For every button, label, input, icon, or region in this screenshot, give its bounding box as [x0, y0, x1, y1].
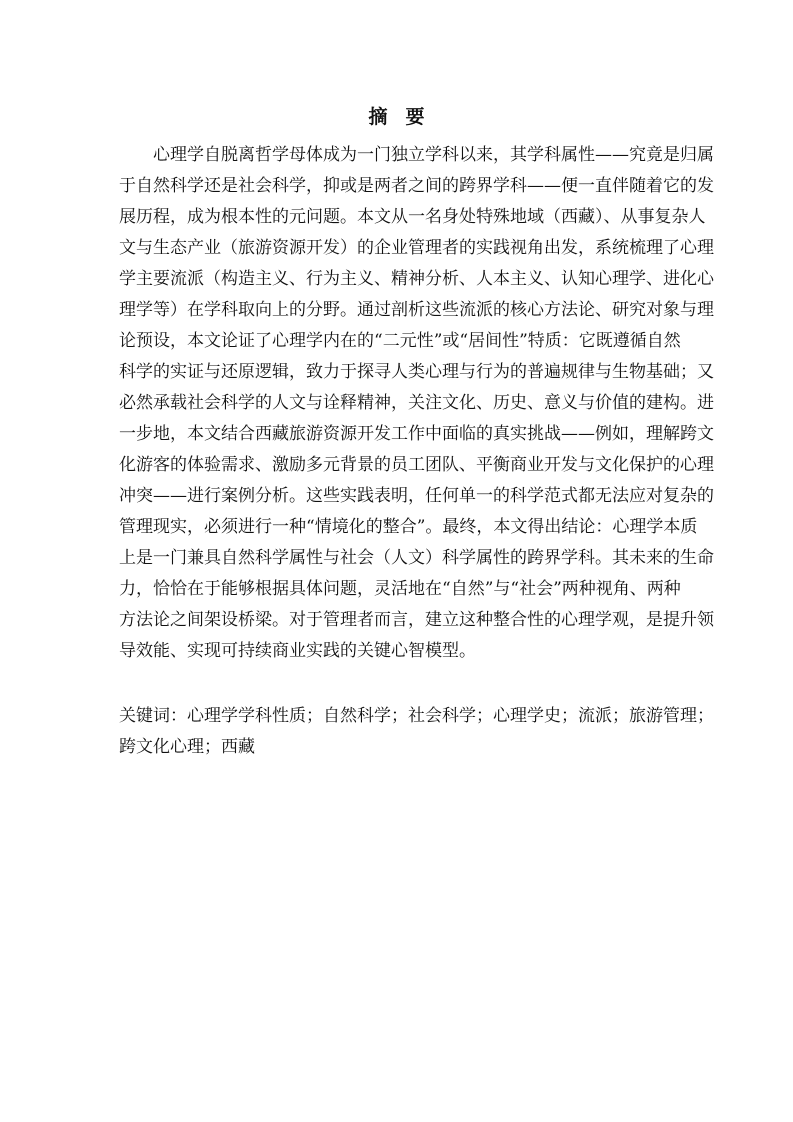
- abstract-line: 学主要流派（构造主义、行为主义、精神分析、人本主义、认知心理学、进化心: [119, 269, 714, 289]
- abstract-line: 力，恰恰在于能够根据具体问题，灵活地在“自然”与“社会”两种视角、两种: [119, 579, 681, 599]
- keywords-line: 跨文化心理；西藏: [119, 737, 255, 757]
- abstract-line: 上是一门兼具自然科学属性与社会（人文）科学属性的跨界学科。其未来的生命: [119, 548, 714, 568]
- abstract-line: 化游客的体验需求、激励多元背景的员工团队、平衡商业开发与文化保护的心理: [119, 455, 714, 475]
- abstract-line: 论预设，本文论证了心理学内在的“二元性”或“居间性”特质：它既遵循自然: [119, 331, 681, 351]
- keywords: [119, 701, 714, 763]
- abstract-line: 理学等）在学科取向上的分野。通过剖析这些流派的核心方法论、研究对象与理: [119, 300, 714, 320]
- abstract-line: 一步地，本文结合西藏旅游资源开发工作中面临的真实挑战——例如，理解跨文: [119, 424, 714, 444]
- abstract-line: 方法论之间架设桥梁。对于管理者而言，建立这种整合性的心理学观，是提升领: [119, 610, 714, 630]
- abstract-line: 管理现实，必须进行一种“情境化的整合”。最终，本文得出结论：心理学本质: [119, 517, 698, 537]
- abstract-line: 科学的实证与还原逻辑，致力于探寻人类心理与行为的普遍规律与生物基础；又: [119, 362, 714, 382]
- abstract-body: [119, 140, 714, 667]
- abstract-line: 必然承载社会科学的人文与诠释精神，关注文化、历史、意义与价值的建构。进: [119, 393, 714, 413]
- abstract-line: 文与生态产业（旅游资源开发）的企业管理者的实践视角出发，系统梳理了心理: [119, 238, 714, 258]
- abstract-line: 导效能、实现可持续商业实践的关键心智模型。: [119, 641, 476, 661]
- keywords-line: 关键词：心理学学科性质；自然科学；社会科学；心理学史；流派；旅游管理；: [119, 706, 714, 726]
- abstract-line: 心理学自脱离哲学母体成为一门独立学科以来，其学科属性——究竟是归属: [153, 145, 714, 165]
- abstract-line: 于自然科学还是社会科学，抑或是两者之间的跨界学科——便一直伴随着它的发: [119, 176, 714, 196]
- abstract-line: 展历程，成为根本性的元问题。本文从一名身处特殊地域（西藏）、从事复杂人: [119, 207, 706, 227]
- abstract-line: 冲突——进行案例分析。这些实践表明，任何单一的科学范式都无法应对复杂的: [119, 486, 714, 506]
- abstract-title: 摘要: [368, 106, 443, 128]
